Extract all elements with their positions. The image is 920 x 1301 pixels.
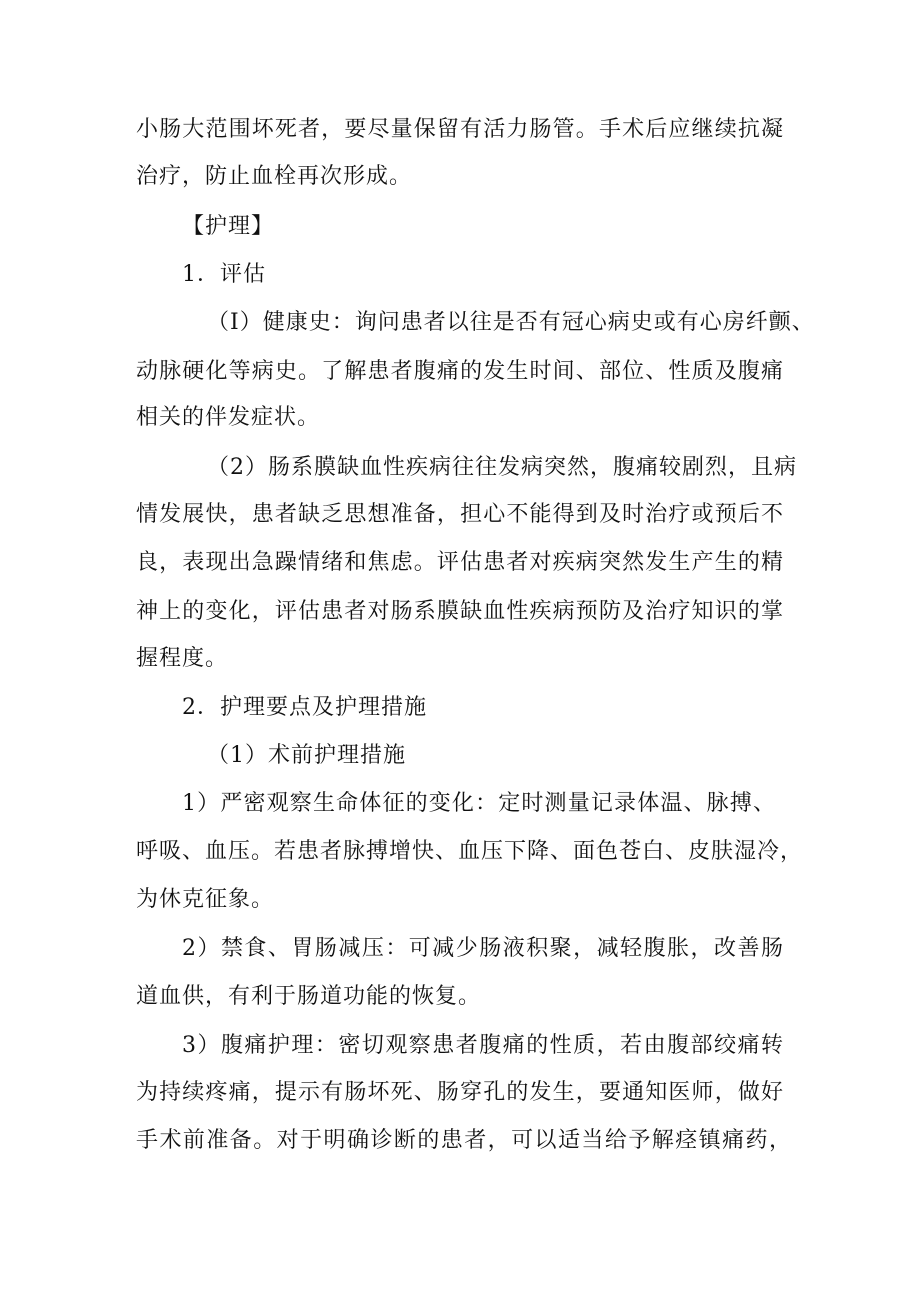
body-text-line: （I）健康史：询问患者以往是否有冠心病史或有心房纤颤、 [207, 310, 815, 335]
body-text-line: 小肠大范围坏死者，要尽量保留有活力肠管。手术后应继续抗凝 [136, 117, 784, 142]
body-text-line: 情发展快，患者缺乏思想准备，担心不能得到及时治疗或预后不 [136, 502, 784, 527]
body-text-line: 握程度。 [136, 646, 229, 671]
body-text-line: 手术前准备。对于明确诊断的患者，可以适当给予解痉镇痛药， [136, 1128, 792, 1153]
body-text-line: 为持续疼痛，提示有肠坏死、肠穿孔的发生，要通知医师，做好 [136, 1080, 784, 1105]
body-text-line: 为休克征象。 [136, 887, 275, 912]
body-text-line: 动脉硬化等病史。了解患者腹痛的发生时间、部位、性质及腹痛 [136, 359, 784, 384]
body-text-line: 呼吸、血压。若患者脉搏增快、血压下降、面色苍白、皮肤湿冷， [136, 839, 804, 864]
body-text-line: 良，表现出急躁情绪和焦虑。评估患者对疾病突然发生产生的精 [136, 550, 784, 575]
subsection-heading: （1）术前护理措施 [207, 743, 406, 768]
body-text-line: 2）禁食、胃肠减压：可减少肠液积聚，减轻腹胀，改善肠 [182, 936, 784, 961]
section-heading: 【护理】 [182, 214, 275, 239]
subsection-heading: 2．护理要点及护理措施 [182, 695, 427, 720]
body-text-line: 相关的伴发症状。 [136, 405, 321, 430]
subsection-heading: 1．评估 [182, 262, 266, 287]
body-text-line: 治疗，防止血栓再次形成。 [136, 164, 413, 189]
body-text-line: 3）腹痛护理：密切观察患者腹痛的性质，若由腹部绞痛转 [182, 1033, 784, 1058]
body-text-line: 道血供，有利于肠道功能的恢复。 [136, 984, 482, 1009]
body-text-line: （2）肠系膜缺血性疾病往往发病突然，腹痛较剧烈，且病 [207, 455, 797, 480]
body-text-line: 1）严密观察生命体征的变化：定时测量记录体温、脉搏、 [182, 791, 776, 816]
body-text-line: 神上的变化，评估患者对肠系膜缺血性疾病预防及治疗知识的掌 [136, 599, 784, 624]
